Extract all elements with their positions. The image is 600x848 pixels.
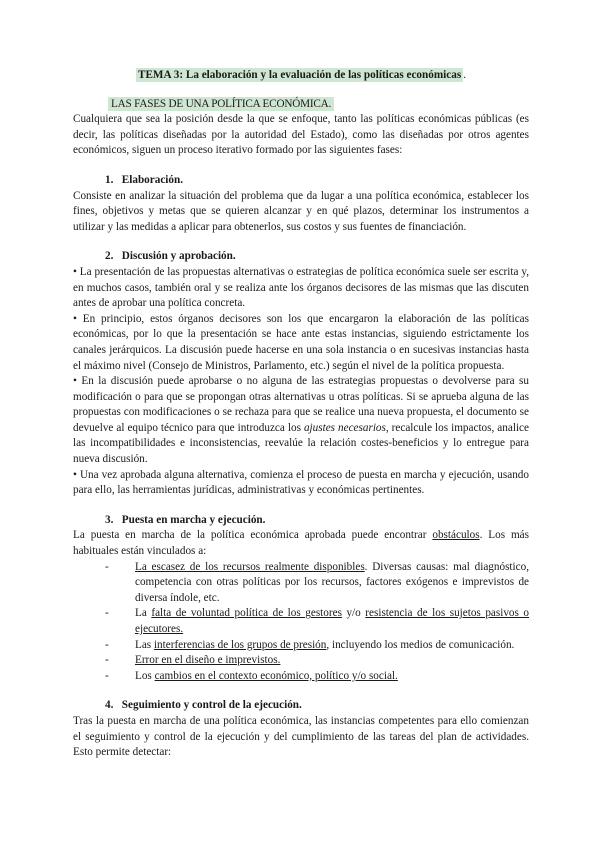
section-1-heading [73, 173, 529, 189]
section-4-number: 4. [105, 699, 114, 712]
s3-intro-text-a: La puesta en marcha de la política económica aprobada puede encontrar [73, 529, 433, 542]
section-subtitle: LAS FASES DE UNA POLÍTICA ECONÓMICA. [108, 97, 334, 111]
section-2-heading [73, 249, 529, 265]
item-1-underlined: La escasez de los recursos realmente disponibles [135, 560, 365, 573]
section-4-text: Tras la puesta en marcha de una política económica, las instancias competentes para ello comienzan el seguimiento y control de la ejecución y del cumplimiento de las tareas del plan de actividades. Esto permite detectar: [73, 714, 529, 759]
section-3-heading [73, 513, 529, 529]
dash-marker: - [105, 607, 109, 620]
list-item [105, 653, 529, 669]
item-3-text: , incluyendo los medios de comunicación. [326, 638, 515, 651]
section-2-bullet-4: • Una vez aprobada alguna alternativa, comienza el proceso de puesta en marcha y ejecución, usando para ello, las herramientas jurídicas, administrativas y económicas pertinentes. [73, 468, 529, 497]
s3-intro-underlined: obstáculos [432, 529, 480, 542]
list-item [105, 560, 529, 607]
item-2-underlined-2: resistencia de los sujetos pasivos o ejecutores. [135, 607, 530, 635]
section-1-number: 1. [105, 173, 114, 186]
section-3-number: 3. [105, 513, 114, 526]
bullet-3-text-b: , recalcule los impactos, analice las incompatibilidades e inconsistencias, reevalúe la relación costes-beneficios y lo entregue para nueva discusión. [73, 421, 529, 466]
section-3-title: Puesta en marcha y ejecución. [121, 513, 266, 526]
list-item [105, 638, 529, 654]
subtitle-block [108, 97, 529, 113]
section-2-number: 2. [105, 250, 114, 263]
item-3-underlined: interferencias de los grupos de presión [153, 638, 327, 651]
section-1-text: Consiste en analizar la situación del problema que da lugar a una política económica, establecer los fines, objetivos y metas que se quieren alcanzar y en qué plazos, determinar los instrumentos a utilizar y las medidas a aplicar para obtenerlos, sus costos y sus fuentes de financiación. [73, 189, 529, 233]
bullet-3-text-a: • En la discusión puede aprobarse o no alguna de las estrategias propuestas o devolverse para su modificación o para que se propongan otras alternativas u otras políticas. Si se aprueba alguna de las propuestas con modificaciones o se rechaza para que se realice una nueva propuesta, el documento se devuelve al equipo técnico para que introduzca los [73, 375, 529, 434]
dash-marker: - [105, 654, 109, 667]
list-item [105, 606, 529, 637]
item-3-prefix: Las [135, 638, 154, 651]
item-4-underlined: Error en el diseño e imprevistos. [135, 654, 281, 667]
item-2-prefix: La [135, 607, 152, 620]
dash-marker: - [105, 560, 109, 573]
list-item [105, 669, 529, 685]
document-page [73, 68, 529, 761]
section-2-bullet-1: • La presentación de las propuestas alternativas o estrategias de política económica suele ser escrita y, en muchos casos, también oral y se realiza ante los órganos decisores de las mismas que las discuten antes de aprobar una política concreta. [73, 265, 529, 310]
section-2-bullet-2: • En principio, estos órganos decisores son los que encargaron la elaboración de las políticas económicas, por lo que la presentación se hace ante estas instancias, siguiendo estrictamente los canales jerárquicos. La discusión puede hacerse en una sola instancia o en sucesivas instancias hasta el máximo nivel (Consejo de Ministros, Parlamento, etc.) según el nivel de la política propuesta. [73, 312, 529, 372]
item-1-text: . Diversas causas: mal diagnóstico, competencia con otras políticas por los recursos, factores exógenos e imprevistos de diversa índole, etc. [135, 560, 529, 604]
item-5-prefix: Los [135, 669, 155, 682]
intro-paragraph: Cualquiera que sea la posición desde la que se enfoque, tanto las políticas económicas públicas (es decir, las políticas diseñadas por la autoridad del Estado), como las diseñadas por otros agentes económicos, siguen un proceso iterativo formado por las siguientes fases: [73, 113, 529, 157]
obstacles-list [73, 560, 529, 685]
section-3-intro [73, 528, 529, 559]
section-1-title: Elaboración. [121, 173, 184, 186]
dash-marker: - [105, 638, 109, 651]
item-2-underlined-1: falta de voluntad política de los gestores [151, 607, 342, 620]
section-2-title: Discusión y aprobación. [121, 250, 236, 263]
dash-marker: - [105, 669, 109, 682]
section-4-title: Seguimiento y control de la ejecución. [121, 699, 302, 712]
page-title: TEMA 3: La elaboración y la evaluación de las políticas económicas [138, 69, 462, 81]
title-period: . [463, 69, 466, 81]
s3-intro-text-b: . Los más habituales están vinculados a: [73, 529, 529, 558]
item-5-underlined: cambios en el contexto económico, político y/o social. [154, 669, 398, 682]
bullet-3-emphasis: ajustes necesarios [303, 421, 386, 434]
section-2-bullet-3 [73, 374, 529, 468]
section-4-heading [73, 698, 529, 714]
item-2-middle: y/o [341, 607, 366, 620]
title-block [73, 68, 529, 84]
